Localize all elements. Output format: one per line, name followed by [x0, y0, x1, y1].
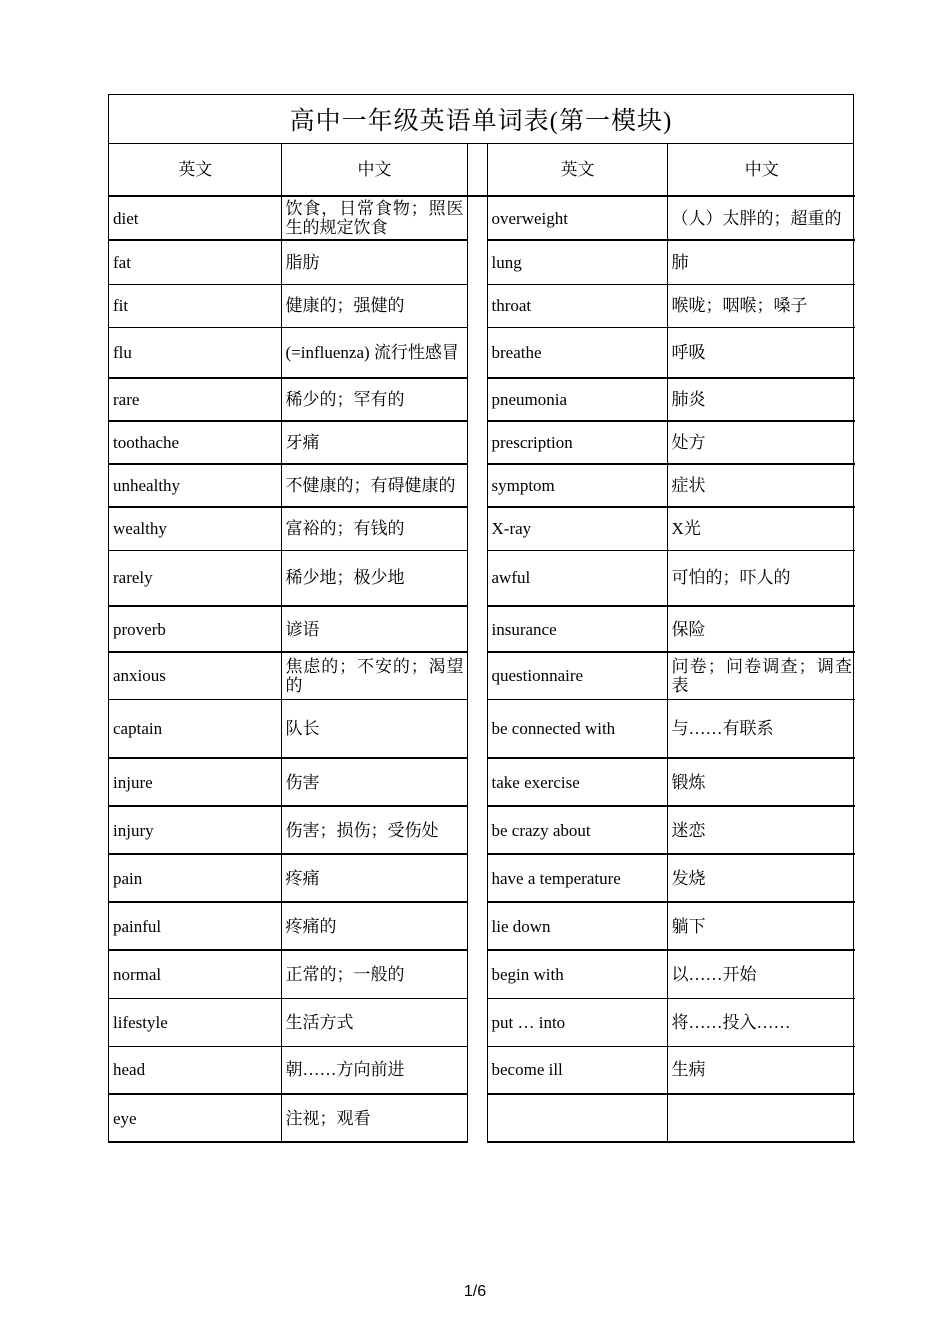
left-chinese-meaning: 朝……方向前进 — [281, 1046, 467, 1094]
table-row — [109, 998, 855, 1046]
right-english-word: become ill — [487, 1046, 667, 1094]
table-row — [109, 806, 855, 854]
table-row — [109, 758, 855, 806]
right-chinese-meaning: （人）太胖的；超重的 — [667, 196, 855, 240]
left-chinese-meaning: 焦虑的；不安的；渴望的 — [281, 652, 467, 699]
left-chinese-meaning: 健康的；强健的 — [281, 284, 467, 327]
left-english-word: proverb — [109, 606, 281, 652]
right-english-word: lie down — [487, 902, 667, 950]
vocabulary-sheet — [108, 94, 854, 1143]
left-english-word: flu — [109, 327, 281, 378]
left-chinese-meaning: 疼痛的 — [281, 902, 467, 950]
left-english-word: anxious — [109, 652, 281, 699]
right-chinese-meaning: 问卷；问卷调查；调查表 — [667, 652, 855, 699]
header-english-right: 英文 — [487, 144, 667, 196]
left-chinese-meaning: 正常的；一般的 — [281, 950, 467, 998]
column-gap — [467, 902, 487, 950]
left-chinese-meaning: 脂肪 — [281, 240, 467, 284]
column-gap — [467, 144, 487, 196]
left-chinese-meaning: 注视；观看 — [281, 1094, 467, 1142]
column-gap — [467, 421, 487, 464]
table-row — [109, 950, 855, 998]
table-row — [109, 854, 855, 902]
table-row — [109, 902, 855, 950]
column-gap — [467, 507, 487, 550]
right-english-word: be connected with — [487, 699, 667, 758]
left-english-word: lifestyle — [109, 998, 281, 1046]
column-gap — [467, 1046, 487, 1094]
table-row — [109, 699, 855, 758]
right-english-word: symptom — [487, 464, 667, 507]
right-english-word: questionnaire — [487, 652, 667, 699]
right-chinese-meaning: 处方 — [667, 421, 855, 464]
left-english-word: toothache — [109, 421, 281, 464]
column-gap — [467, 378, 487, 421]
right-chinese-meaning: 与……有联系 — [667, 699, 855, 758]
right-english-word: overweight — [487, 196, 667, 240]
sheet-title: 高中一年级英语单词表(第一模块) — [109, 94, 853, 144]
right-chinese-meaning: 症状 — [667, 464, 855, 507]
left-chinese-meaning: (=influenza) 流行性感冒 — [281, 327, 467, 378]
right-chinese-meaning: 生病 — [667, 1046, 855, 1094]
left-chinese-meaning: 饮食，日常食物；照医生的规定饮食 — [281, 196, 467, 240]
vocabulary-table — [109, 144, 855, 1143]
right-chinese-meaning: X光 — [667, 507, 855, 550]
header-english-left: 英文 — [109, 144, 281, 196]
right-english-word: breathe — [487, 327, 667, 378]
right-chinese-meaning: 肺炎 — [667, 378, 855, 421]
left-chinese-meaning: 伤害；损伤；受伤处 — [281, 806, 467, 854]
header-chinese-left: 中文 — [281, 144, 467, 196]
table-row — [109, 378, 855, 421]
page-number: 1/6 — [463, 1283, 487, 1300]
column-gap — [467, 998, 487, 1046]
left-english-word: wealthy — [109, 507, 281, 550]
header-chinese-right: 中文 — [667, 144, 855, 196]
table-row — [109, 327, 855, 378]
right-chinese-meaning: 发烧 — [667, 854, 855, 902]
table-row — [109, 196, 855, 240]
table-row — [109, 652, 855, 699]
right-chinese-meaning: 喉咙；咽喉；嗓子 — [667, 284, 855, 327]
right-english-word: pneumonia — [487, 378, 667, 421]
left-english-word: injure — [109, 758, 281, 806]
column-gap — [467, 950, 487, 998]
left-chinese-meaning: 牙痛 — [281, 421, 467, 464]
right-english-word: X-ray — [487, 507, 667, 550]
right-english-word: insurance — [487, 606, 667, 652]
column-gap — [467, 464, 487, 507]
column-gap — [467, 550, 487, 606]
column-gap — [467, 854, 487, 902]
table-row — [109, 550, 855, 606]
column-gap — [467, 758, 487, 806]
left-english-word: normal — [109, 950, 281, 998]
column-gap — [467, 699, 487, 758]
right-chinese-meaning: 将……投入…… — [667, 998, 855, 1046]
table-row — [109, 421, 855, 464]
right-english-word — [487, 1094, 667, 1142]
right-english-word: put … into — [487, 998, 667, 1046]
right-english-word: throat — [487, 284, 667, 327]
left-chinese-meaning: 队长 — [281, 699, 467, 758]
right-chinese-meaning: 迷恋 — [667, 806, 855, 854]
table-row — [109, 507, 855, 550]
left-chinese-meaning: 稀少地；极少地 — [281, 550, 467, 606]
left-chinese-meaning: 伤害 — [281, 758, 467, 806]
right-english-word: awful — [487, 550, 667, 606]
left-english-word: fat — [109, 240, 281, 284]
left-english-word: pain — [109, 854, 281, 902]
right-english-word: lung — [487, 240, 667, 284]
right-chinese-meaning: 以……开始 — [667, 950, 855, 998]
column-gap — [467, 652, 487, 699]
left-english-word: captain — [109, 699, 281, 758]
left-chinese-meaning: 不健康的；有碍健康的 — [281, 464, 467, 507]
column-gap — [467, 606, 487, 652]
left-english-word: unhealthy — [109, 464, 281, 507]
column-gap — [467, 240, 487, 284]
right-chinese-meaning: 呼吸 — [667, 327, 855, 378]
left-chinese-meaning: 富裕的；有钱的 — [281, 507, 467, 550]
right-chinese-meaning: 躺下 — [667, 902, 855, 950]
left-chinese-meaning: 生活方式 — [281, 998, 467, 1046]
column-gap — [467, 806, 487, 854]
right-chinese-meaning: 肺 — [667, 240, 855, 284]
right-chinese-meaning: 锻炼 — [667, 758, 855, 806]
column-gap — [467, 196, 487, 240]
right-chinese-meaning — [667, 1094, 855, 1142]
table-row — [109, 284, 855, 327]
left-english-word: painful — [109, 902, 281, 950]
table-row — [109, 1046, 855, 1094]
right-english-word: prescription — [487, 421, 667, 464]
column-gap — [467, 1094, 487, 1142]
left-chinese-meaning: 谚语 — [281, 606, 467, 652]
left-english-word: diet — [109, 196, 281, 240]
left-english-word: eye — [109, 1094, 281, 1142]
table-header-row — [109, 144, 855, 196]
left-english-word: rarely — [109, 550, 281, 606]
right-english-word: have a temperature — [487, 854, 667, 902]
column-gap — [467, 327, 487, 378]
right-chinese-meaning: 保险 — [667, 606, 855, 652]
left-english-word: head — [109, 1046, 281, 1094]
right-english-word: take exercise — [487, 758, 667, 806]
left-chinese-meaning: 疼痛 — [281, 854, 467, 902]
column-gap — [467, 284, 487, 327]
table-row — [109, 1094, 855, 1142]
table-row — [109, 464, 855, 507]
right-chinese-meaning: 可怕的；吓人的 — [667, 550, 855, 606]
left-chinese-meaning: 稀少的；罕有的 — [281, 378, 467, 421]
left-english-word: injury — [109, 806, 281, 854]
table-row — [109, 240, 855, 284]
table-row — [109, 606, 855, 652]
left-english-word: rare — [109, 378, 281, 421]
left-english-word: fit — [109, 284, 281, 327]
right-english-word: begin with — [487, 950, 667, 998]
right-english-word: be crazy about — [487, 806, 667, 854]
